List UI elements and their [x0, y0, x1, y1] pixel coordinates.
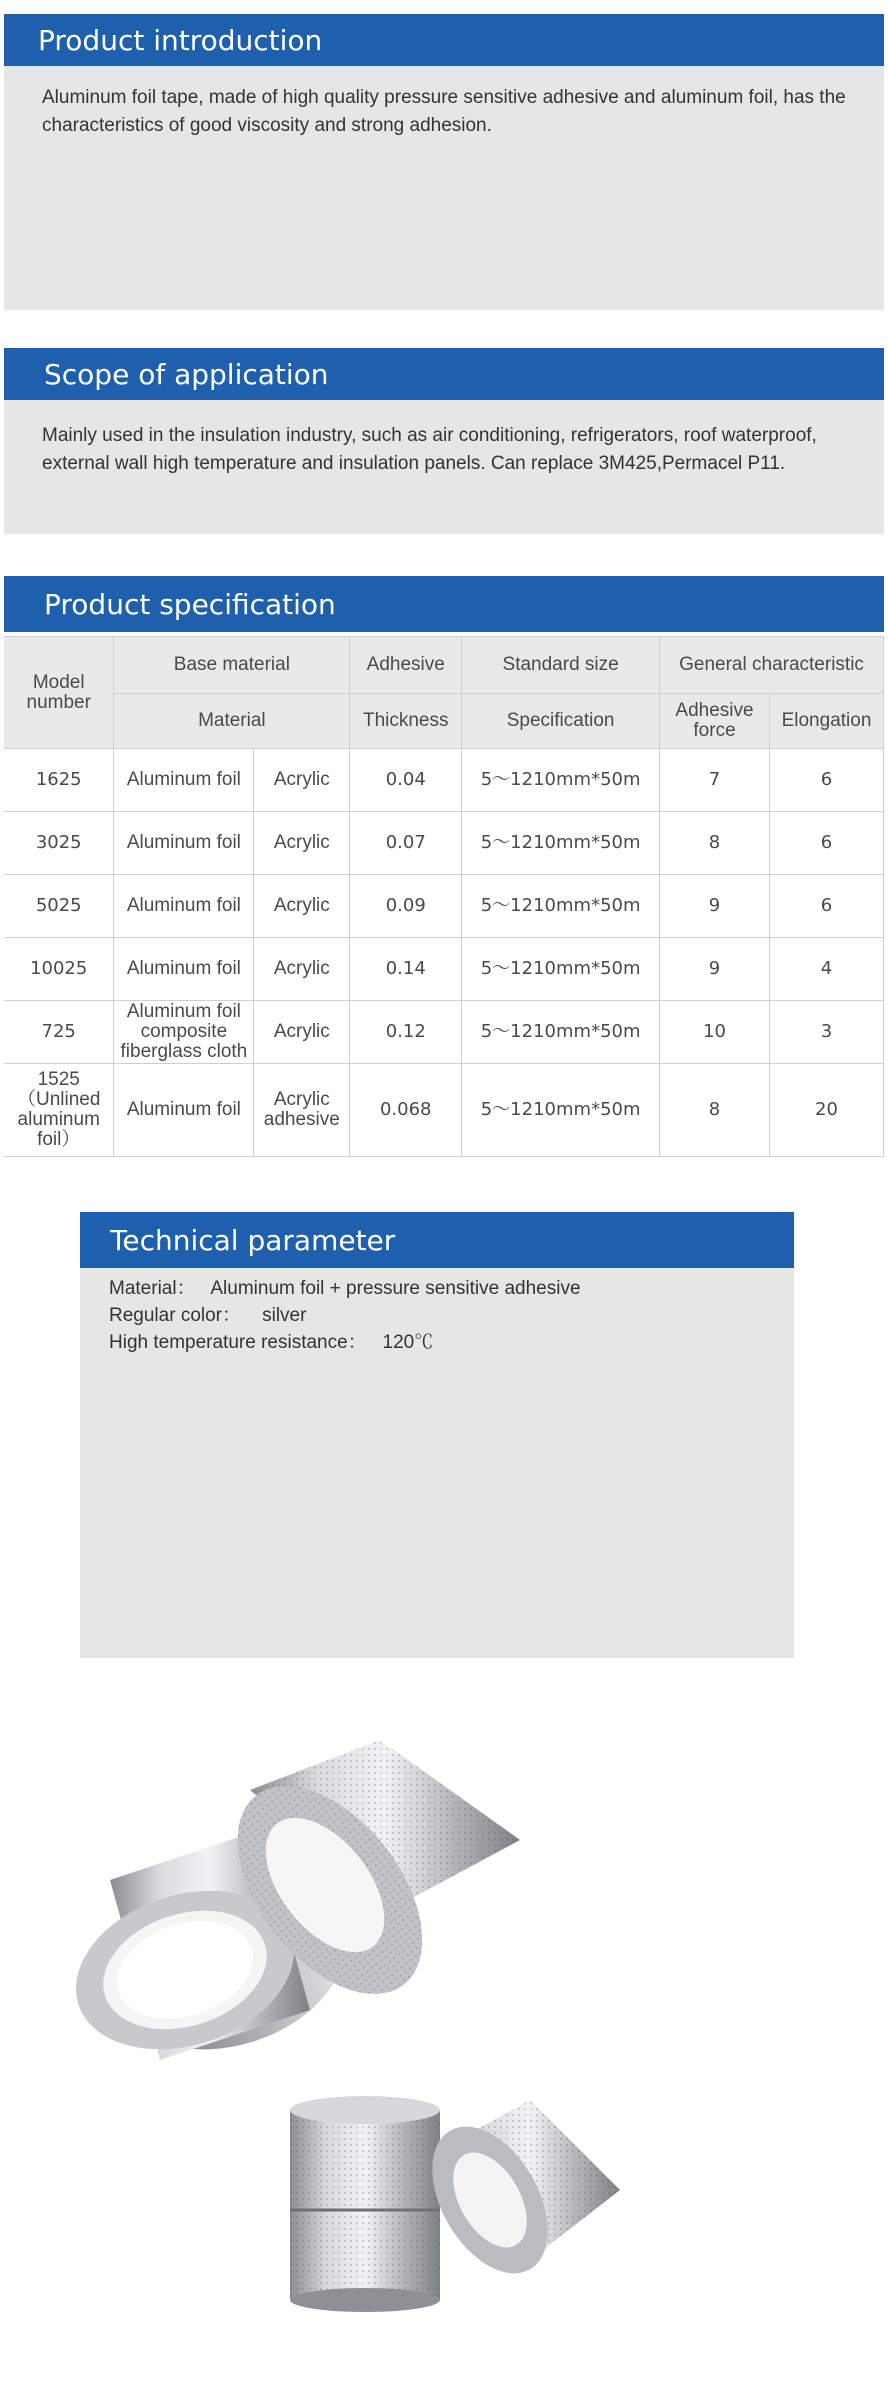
table-row [4, 938, 884, 1001]
scope-title-bar [4, 348, 884, 400]
cell-base: Aluminum foil [114, 1064, 254, 1157]
cell-elongation: 4 [769, 938, 883, 1001]
cell-spec: 5～1210mm*50m [462, 875, 660, 938]
cell-force: 9 [660, 875, 770, 938]
product-photo [60, 1680, 828, 2330]
cell-force: 8 [660, 812, 770, 875]
cell-elongation: 20 [769, 1064, 883, 1157]
cell-model: 3025 [4, 812, 114, 875]
tape-roll-stacked [290, 2096, 440, 2312]
tech-line-material: Material： Aluminum foil + pressure sensitive adhesive [109, 1278, 581, 1299]
header-elongation: Elongation [769, 694, 883, 749]
cell-base: Aluminum foil [114, 875, 254, 938]
table-row [4, 749, 884, 812]
header-material: Material [114, 694, 350, 749]
cell-adhesive: Acrylic [254, 875, 350, 938]
cell-elongation: 6 [769, 749, 883, 812]
cell-base: Aluminum foil [114, 812, 254, 875]
cell-elongation: 6 [769, 875, 883, 938]
cell-spec: 5～1210mm*50m [462, 749, 660, 812]
foil-tape-rolls-image [60, 1680, 828, 2330]
cell-force: 7 [660, 749, 770, 812]
spec-title-bar [4, 576, 884, 632]
tech-title-bar [80, 1212, 794, 1268]
cell-model: 10025 [4, 938, 114, 1001]
cell-spec: 5～1210mm*50m [462, 938, 660, 1001]
cell-model: 5025 [4, 875, 114, 938]
tech-line-color: Regular color： silver [109, 1305, 307, 1326]
spec-table [4, 636, 884, 1157]
cell-elongation: 3 [769, 1001, 883, 1064]
header-adhesive: Adhesive [350, 637, 462, 694]
table-row [4, 1064, 884, 1157]
cell-model: 1625 [4, 749, 114, 812]
intro-title-bar [4, 14, 884, 66]
cell-force: 9 [660, 938, 770, 1001]
cell-thickness: 0.12 [350, 1001, 462, 1064]
cell-model: 1525 （Unlined aluminum foil） [4, 1064, 114, 1157]
header-standard-size: Standard size [462, 637, 660, 694]
header-adhesive-force: Adhesive force [660, 694, 770, 749]
cell-thickness: 0.14 [350, 938, 462, 1001]
tech-line-temperature: High temperature resistance： 120℃ [109, 1332, 434, 1353]
cell-adhesive: Acrylic [254, 1001, 350, 1064]
scope-text: Mainly used in the insulation industry, such as air conditioning, refrigerators, roof waterproof, external wall high temperature and insulation panels. Can replace 3M425,Permacel P11. [42, 425, 817, 474]
header-specification: Specification [462, 694, 660, 749]
cell-adhesive: Acrylic [254, 749, 350, 812]
tech-lines [109, 1275, 581, 1356]
cell-spec: 5～1210mm*50m [462, 812, 660, 875]
cell-force: 10 [660, 1001, 770, 1064]
cell-model: 725 [4, 1001, 114, 1064]
intro-text: Aluminum foil tape, made of high quality pressure sensitive adhesive and aluminum foil, has the characteristics of good viscosity and strong adhesion. [42, 87, 846, 136]
tape-roll-embossed-bottom [408, 2100, 620, 2293]
cell-thickness: 0.068 [350, 1064, 462, 1157]
cell-adhesive: Acrylic [254, 938, 350, 1001]
header-base-material: Base material [114, 637, 350, 694]
cell-thickness: 0.07 [350, 812, 462, 875]
cell-spec: 5～1210mm*50m [462, 1001, 660, 1064]
cell-base: Aluminum foil composite fiberglass cloth [114, 1001, 254, 1064]
spec-title: Product specification [44, 587, 336, 621]
cell-base: Aluminum foil [114, 938, 254, 1001]
cell-thickness: 0.04 [350, 749, 462, 812]
cell-thickness: 0.09 [350, 875, 462, 938]
cell-base: Aluminum foil [114, 749, 254, 812]
table-row [4, 1001, 884, 1064]
intro-title: Product introduction [38, 23, 323, 57]
cell-force: 8 [660, 1064, 770, 1157]
cell-adhesive: Acrylic [254, 812, 350, 875]
header-thickness: Thickness [350, 694, 462, 749]
header-model-number: Model number [4, 637, 114, 749]
table-row [4, 812, 884, 875]
scope-title: Scope of application [44, 357, 329, 391]
tech-title: Technical parameter [110, 1223, 396, 1257]
cell-elongation: 6 [769, 812, 883, 875]
table-row [4, 875, 884, 938]
cell-spec: 5～1210mm*50m [462, 1064, 660, 1157]
header-general-characteristic: General characteristic [660, 637, 884, 694]
cell-adhesive: Acrylic adhesive [254, 1064, 350, 1157]
